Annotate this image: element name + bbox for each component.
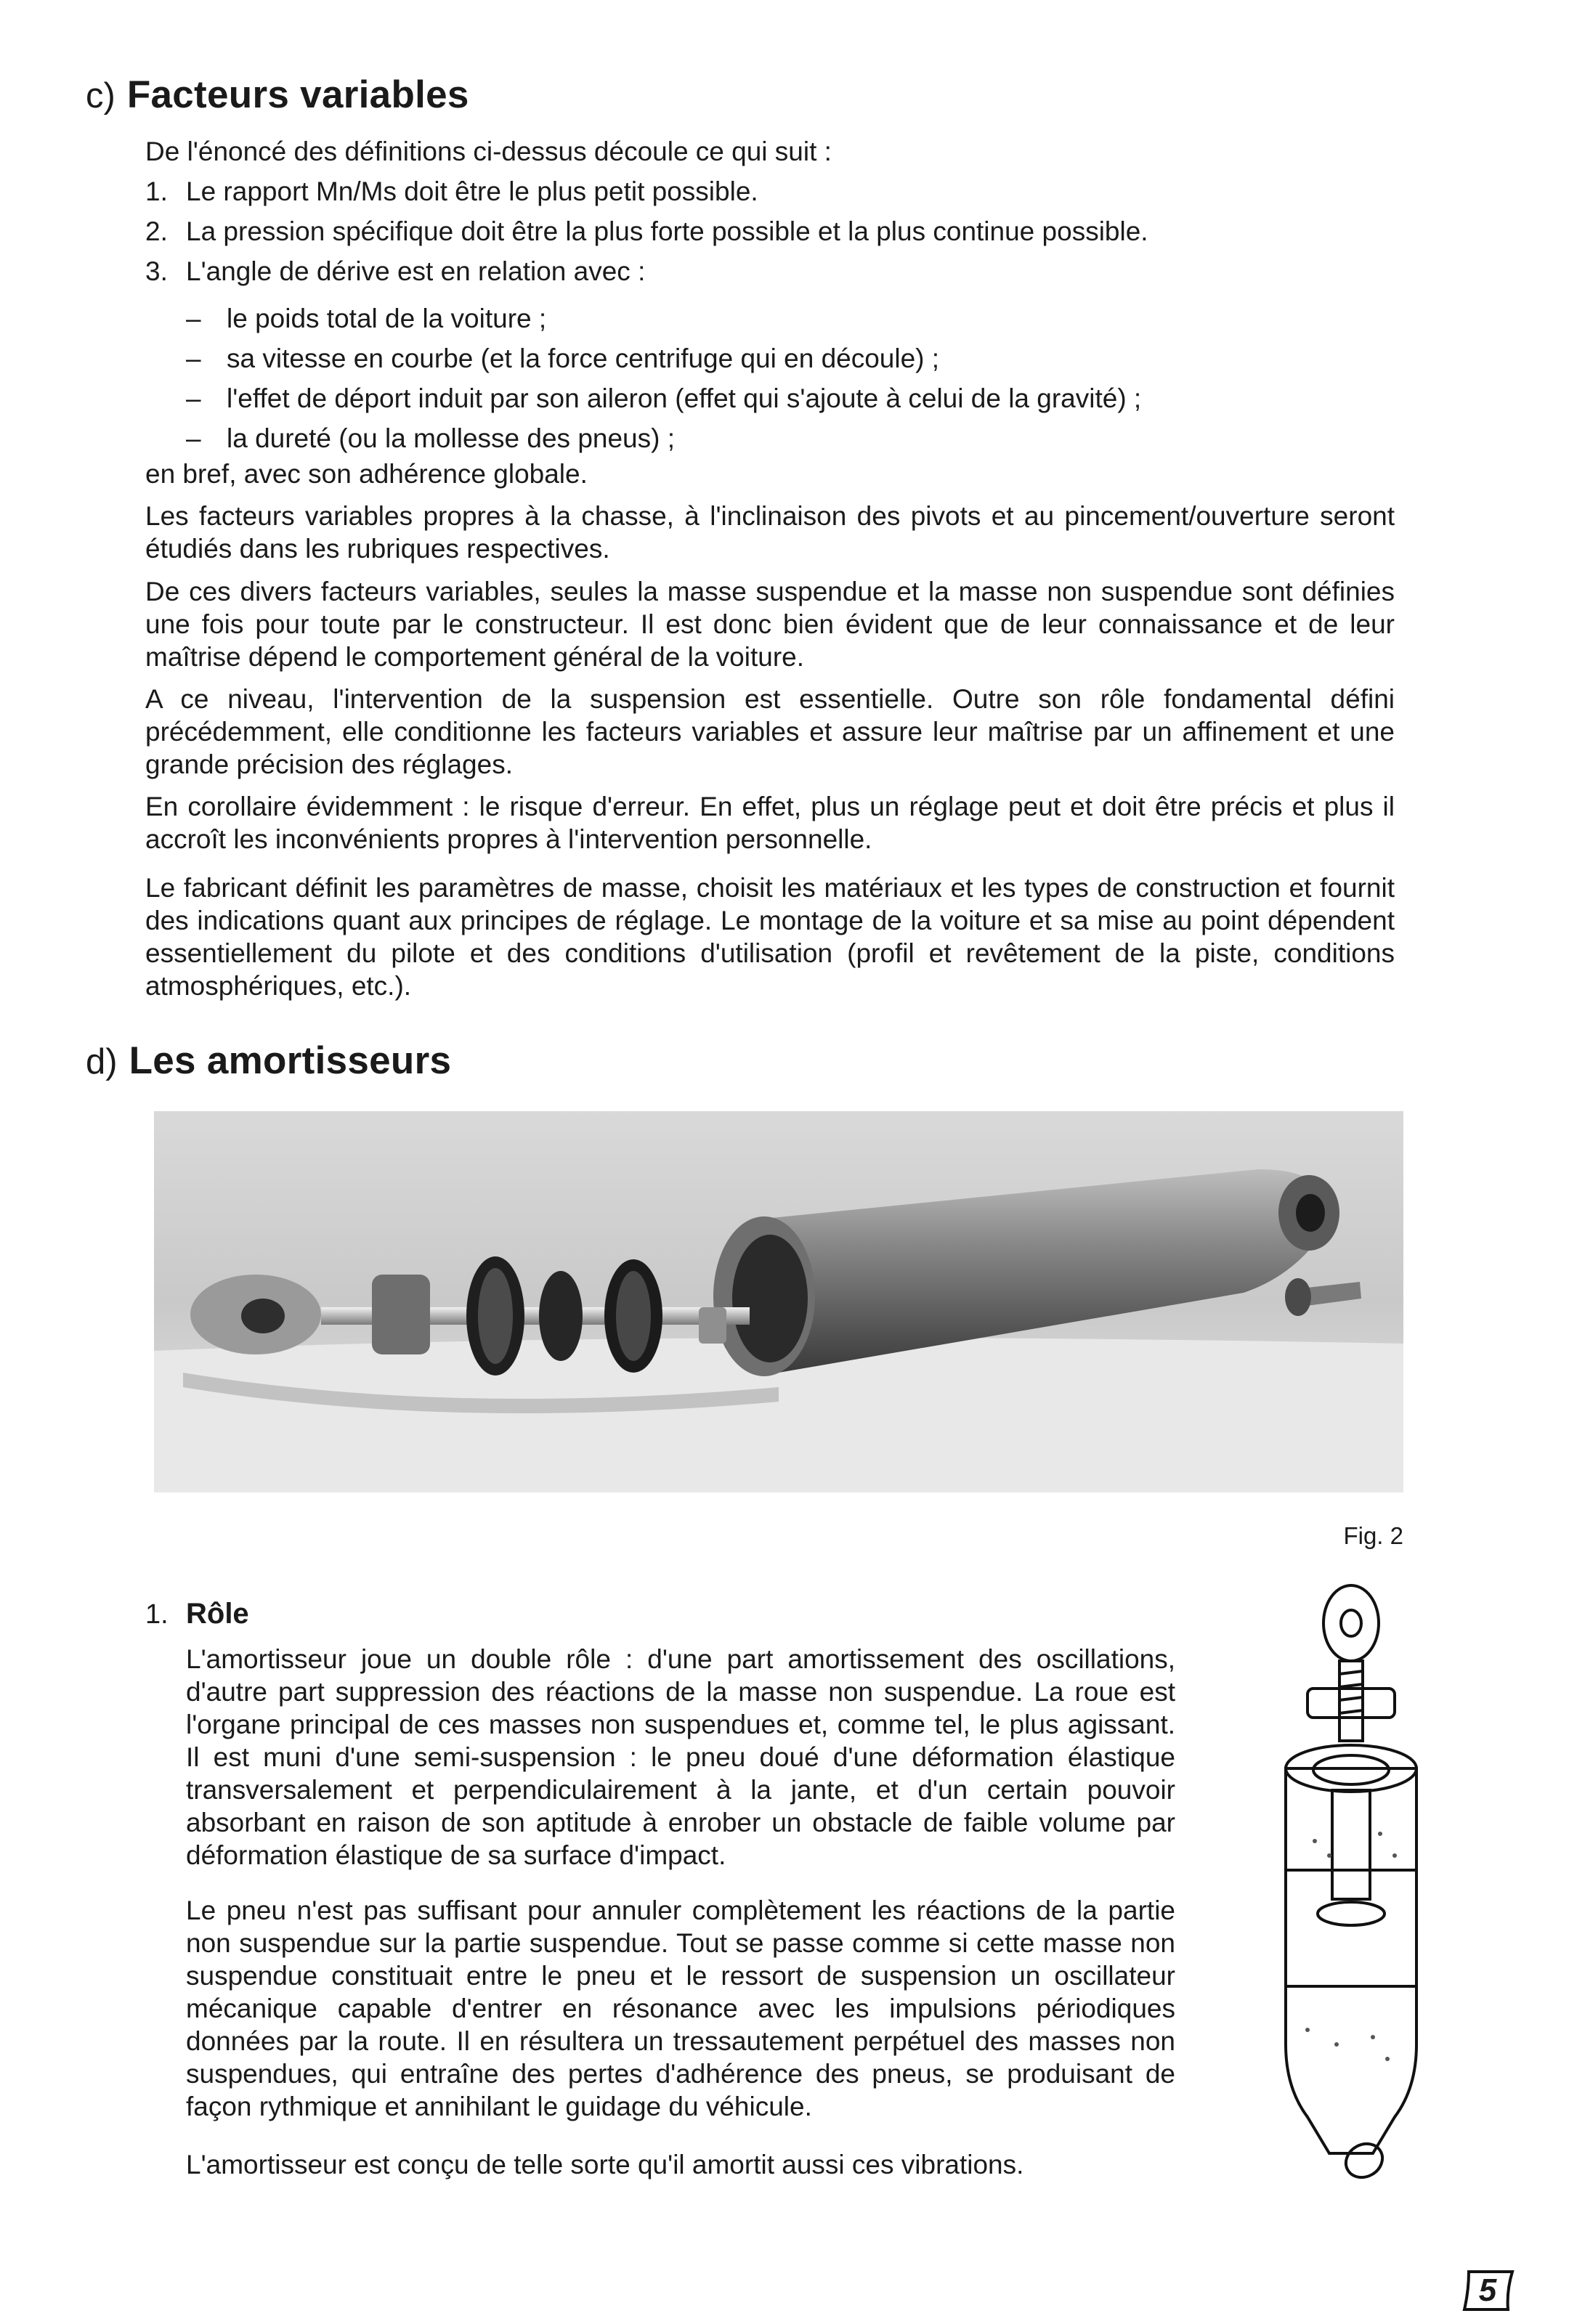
- sublist-item: – sa vitesse en courbe (et la force centrifuge qui en découle) ;: [186, 344, 940, 373]
- page-number-text: 5: [1478, 2272, 1497, 2308]
- shock-absorber-photo: [154, 1111, 1403, 1492]
- list-item-text: L'angle de dérive est en relation avec :: [186, 256, 646, 286]
- sublist-item: – le poids total de la voiture ;: [186, 304, 547, 333]
- section-d-letter: d): [86, 1042, 118, 1081]
- list-item: [145, 255, 1395, 288]
- section-c-letter: c): [86, 76, 115, 115]
- role-paragraph: L'amortisseur est conçu de telle sorte qu'il amortit aussi ces vibrations.: [186, 2150, 1024, 2179]
- list-item-number: 3.: [145, 256, 168, 286]
- section-c-list: [145, 175, 1395, 288]
- list-item: [145, 175, 1395, 208]
- role-number: 1.: [145, 1599, 169, 1630]
- section-c-paragraph: Le fabricant définit les paramètres de masse, choisit les matériaux et les types de construction et fournit des indications quant aux principes de réglage. Le montage de la voiture et sa mise au point dépendent essentiellement du pilote et des conditions d'utilisation (profil et revêtement de la piste, conditions atmosphériques, etc.).: [145, 873, 1395, 1001]
- section-c-brief: en bref, avec son adhérence globale.: [145, 459, 588, 489]
- list-item-number: 2.: [145, 216, 168, 246]
- list-item-text: Le rapport Mn/Ms doit être le plus petit possible.: [186, 176, 758, 206]
- section-c-intro: De l'énoncé des définitions ci-dessus découle ce qui suit :: [145, 137, 832, 166]
- list-item-text: La pression spécifique doit être la plus forte possible et la plus continue possible.: [186, 216, 1148, 246]
- section-c-paragraph: En corollaire évidemment : le risque d'erreur. En effet, plus un réglage peut et doit être précis et plus il accroît les inconvénients propres à l'intervention personnelle.: [145, 792, 1395, 854]
- list-item-number: 1.: [145, 176, 168, 206]
- section-c-paragraph: De ces divers facteurs variables, seules la masse suspendue et la masse non suspendue sont définies une fois pour toute par le constructeur. Il est donc bien évident que de leur connaissance et de leur maîtrise dépend le comportement général de la voiture.: [145, 577, 1395, 672]
- role-title: Rôle: [186, 1598, 249, 1630]
- list-item: [145, 215, 1395, 248]
- sublist-item: – l'effet de déport induit par son aileron (effet qui s'ajoute à celui de la gravité) ;: [186, 383, 1142, 413]
- section-d-title: Les amortisseurs: [129, 1039, 452, 1082]
- section-c-paragraph: A ce niveau, l'intervention de la suspension est essentielle. Outre son rôle fondamental défini précédemment, elle conditionne les facteurs variables et assure leur maîtrise par un affinement et une grande précision des réglages.: [145, 684, 1395, 779]
- section-c-sublist: [186, 302, 1392, 455]
- section-d-heading: [86, 1039, 451, 1083]
- figure-label: Fig. 2: [1343, 1522, 1403, 1549]
- role-heading: [145, 1598, 249, 1630]
- section-c-heading: [86, 73, 469, 117]
- page-number: [1459, 2267, 1517, 2314]
- role-paragraph: Le pneu n'est pas suffisant pour annuler complètement les réactions de la partie non suspendue sur la partie suspendue. Tout se passe comme si cette masse non suspendue constituait entre le pneu et le ressort de suspension un oscillateur mécanique capable d'entrer en résonance avec les impulsions périodiques données par la route. Il en résultera un tressautement perpétuel des masses non suspendues, qui entraîne des pertes d'adhérence des pneus, se produisant de façon rythmique et annihilant le guidage du véhicule.: [186, 1896, 1175, 2121]
- shock-absorber-drawing: [1264, 1580, 1438, 2182]
- role-paragraph: L'amortisseur joue un double rôle : d'une part amortissement des oscillations, d'autre part suppression des réactions de la masse non suspendue. La roue est l'organe principal de ces masses non suspendues et, comme tel, le plus agissant. Il est muni d'une semi-suspension : le pneu doué d'une déformation élastique transversalement et perpendiculairement à la jante, et d'un certain pouvoir absorbant en raison de son aptitude à enrober un obstacle de faible volume par déformation élastique de sa surface d'impact.: [186, 1644, 1175, 1870]
- sublist-item: – la dureté (ou la mollesse des pneus) ;: [186, 423, 676, 453]
- section-c-title: Facteurs variables: [126, 73, 469, 116]
- section-c-paragraph: Les facteurs variables propres à la chasse, à l'inclinaison des pivots et au pincement/ouverture seront étudiés dans les rubriques respectives.: [145, 501, 1395, 564]
